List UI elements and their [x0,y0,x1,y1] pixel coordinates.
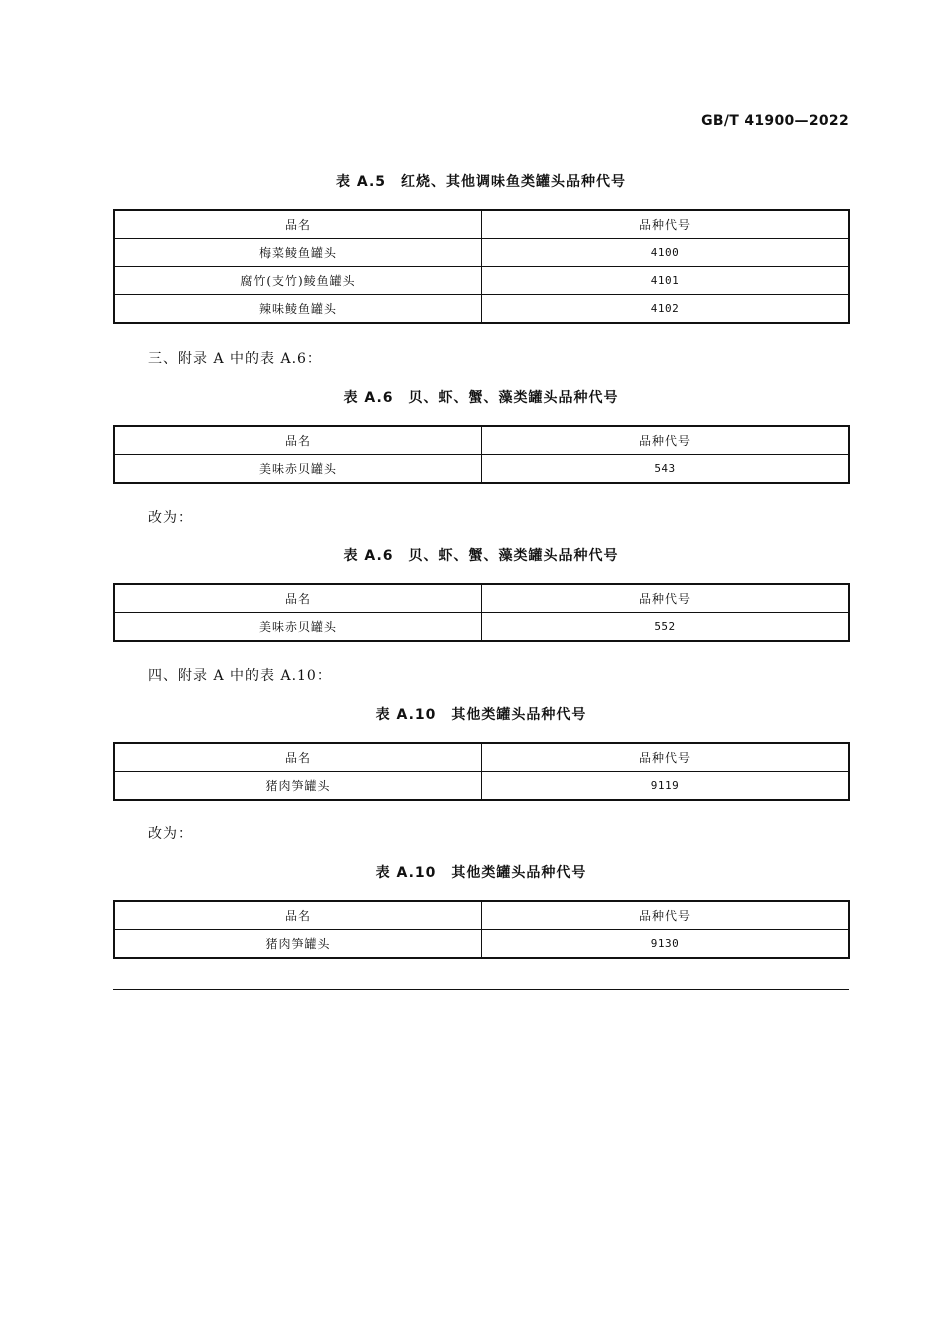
table-a10-old-caption: 表 A.10 其他类罐头品种代号 [375,707,587,723]
table-row [114,930,849,959]
column-header-code: 品种代号 [482,210,850,239]
product-code-cell: 543 [482,455,850,484]
product-name-cell: 美味赤贝罐头 [114,613,482,642]
section-three-text: 三、附录 A 中的表 A.6： [148,351,322,367]
product-code-cell: 552 [482,613,850,642]
document-code: GB/T 41900—2022 [701,113,849,129]
product-name-cell: 梅菜鲮鱼罐头 [114,239,482,267]
change-to-text-1: 改为： [148,510,193,526]
product-name-cell: 腐竹(支竹)鲮鱼罐头 [114,267,482,295]
table-a10-new-caption: 表 A.10 其他类罐头品种代号 [375,865,587,881]
table-row [114,267,849,295]
table-header-row [114,901,849,930]
change-to-text-2: 改为： [148,826,193,842]
column-header-code: 品种代号 [482,584,850,613]
table-row [114,239,849,267]
table-a10-new [113,900,850,959]
table-header-row [114,426,849,455]
product-code-cell: 9119 [482,772,850,801]
end-rule-divider [113,989,849,990]
table-a6-old [113,425,850,484]
table-header-row [114,584,849,613]
product-name-cell: 猪肉笋罐头 [114,930,482,959]
product-code-cell: 9130 [482,930,850,959]
column-header-code: 品种代号 [482,426,850,455]
column-header-name: 品名 [114,426,482,455]
table-header-row [114,210,849,239]
column-header-code: 品种代号 [482,901,850,930]
column-header-name: 品名 [114,901,482,930]
column-header-name: 品名 [114,210,482,239]
product-code-cell: 4101 [482,267,850,295]
product-code-cell: 4102 [482,295,850,324]
table-row [114,295,849,324]
table-a6-new-caption: 表 A.6 贝、虾、蟹、藻类罐头品种代号 [343,548,619,564]
column-header-name: 品名 [114,584,482,613]
product-name-cell: 辣味鲮鱼罐头 [114,295,482,324]
product-code-cell: 4100 [482,239,850,267]
section-four-text: 四、附录 A 中的表 A.10： [148,668,332,684]
column-header-name: 品名 [114,743,482,772]
table-a5-caption: 表 A.5 红烧、其他调味鱼类罐头品种代号 [335,174,627,190]
table-header-row [114,743,849,772]
table-a10-old [113,742,850,801]
table-a6-old-caption: 表 A.6 贝、虾、蟹、藻类罐头品种代号 [343,390,619,406]
column-header-code: 品种代号 [482,743,850,772]
table-row [114,455,849,484]
table-a5 [113,209,850,324]
product-name-cell: 猪肉笋罐头 [114,772,482,801]
table-row [114,613,849,642]
table-row [114,772,849,801]
product-name-cell: 美味赤贝罐头 [114,455,482,484]
table-a6-new [113,583,850,642]
